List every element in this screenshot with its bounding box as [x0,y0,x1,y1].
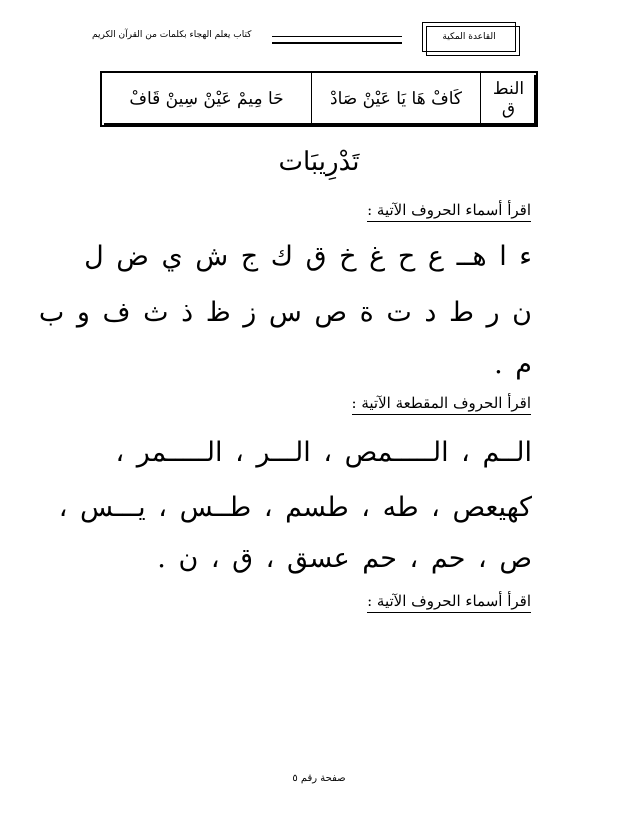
table-cell-ha-mim: حَا مِيمْ عَيْنْ سِينْ قَافْ [129,89,284,109]
book-title: كتاب يعلم الهجاء بكلمات من القرآن الكريم [92,30,252,40]
method-label-box [422,22,516,52]
letters-line-2: ن ر ط د ت ة ص س ز ظ ذ ث ف و ب [38,297,532,328]
instruction-muqattaat: اقرأ الحروف المقطعة الآتية : [352,394,531,415]
letters-name-table [100,71,538,127]
method-label: القاعدة المكية [442,32,496,42]
instruction-letter-names: اقرأ أسماء الحروف الآتية : [367,201,531,222]
table-cell-pronunciation-line1: النط [492,79,525,99]
page-number: صفحة رقم ٥ [292,773,346,784]
header-divider [272,36,402,44]
letters-line-1: ء ا هــ ع ح غ خ ق ك ج ش ي ض ل [84,241,532,272]
page-heading: تَدْرِيبَات [278,147,360,177]
letters-line-3: م . [494,349,532,380]
table-cell-pronunciation-line2: ق [501,99,516,119]
table-cell-pronunciation [480,73,536,125]
muqattaat-line-3: ص ، حم ، حم عسق ، ق ، ن . [157,543,532,574]
instruction-letter-names-2: اقرأ أسماء الحروف الآتية : [367,592,531,613]
table-cell-kaf-ha-ya: كَافْ هَا يَا عَيْنْ صَادْ [311,73,480,125]
muqattaat-line-1: الــم ، الـــــمص ، الـــر ، الـــــمر ، [115,437,532,468]
muqattaat-line-2: كهيعص ، طه ، طسم ، طــس ، يـــس ، [58,492,532,523]
